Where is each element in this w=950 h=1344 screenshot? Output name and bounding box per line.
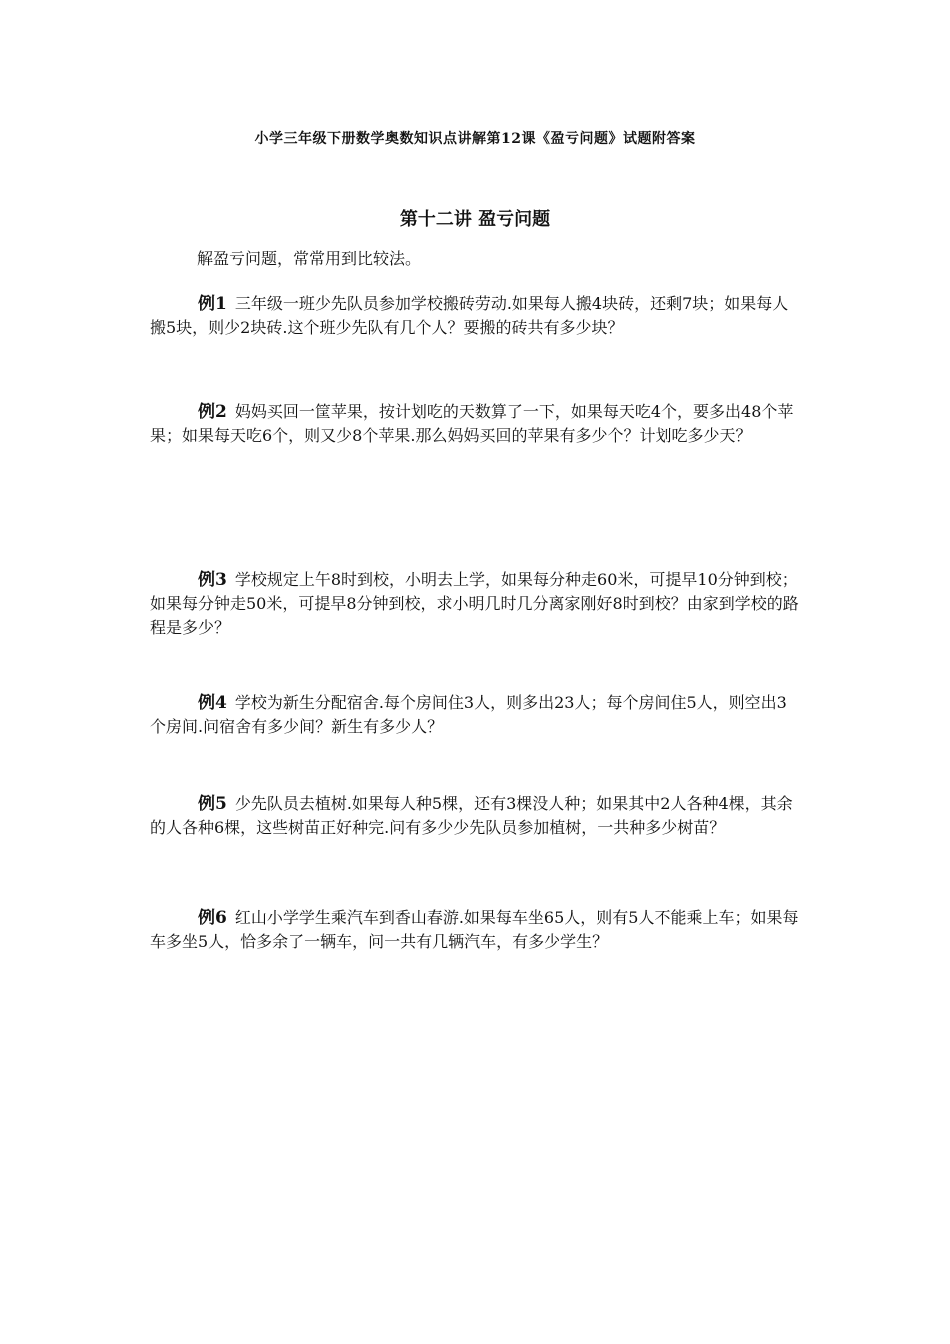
example-4: [150, 691, 802, 739]
example-5-label: 例5: [198, 794, 227, 814]
example-5-text: 少先队员去植树.如果每人种5棵，还有3棵没人种；如果其中2人各种4棵，其余的人各种6棵，这些树苗正好种完.问有多少少先队员参加植树，一共种多少树苗？: [150, 794, 793, 837]
intro-paragraph: 解盈亏问题，常常用到比较法。: [197, 249, 422, 268]
example-2-text: 妈妈买回一筐苹果，按计划吃的天数算了一下，如果每天吃4个，要多出48个苹果；如果每天吃6个，则又少8个苹果.那么妈妈买回的苹果有多少个？计划吃多少天？: [150, 402, 794, 445]
example-1-text: 三年级一班少先队员参加学校搬砖劳动.如果每人搬4块砖，还剩7块；如果每人搬5块，则少2块砖.这个班少先队有几个人？要搬的砖共有多少块？: [150, 294, 789, 337]
example-4-text: 学校为新生分配宿舍.每个房间住3人，则多出23人；每个房间住5人，则空出3个房间.问宿舍有多少间？新生有多少人？: [150, 693, 787, 736]
example-6-label: 例6: [198, 908, 227, 928]
example-3-text: 学校规定上午8时到校，小明去上学，如果每分种走60米，可提早10分钟到校；如果每分钟走50米，可提早8分钟到校，求小明几时几分离家刚好8时到校？由家到学校的路程是多少？: [150, 570, 799, 637]
example-3-label: 例3: [198, 570, 227, 590]
example-2-label: 例2: [198, 402, 227, 422]
document-header: 小学三年级下册数学奥数知识点讲解第12课《盈亏问题》试题附答案: [254, 131, 696, 147]
example-1: [150, 292, 802, 340]
example-4-label: 例4: [198, 693, 227, 713]
example-6-text: 红山小学学生乘汽车到香山春游.如果每车坐65人，则有5人不能乘上车；如果每车多坐5人，恰多余了一辆车，问一共有几辆汽车，有多少学生？: [150, 908, 799, 951]
example-1-label: 例1: [198, 294, 227, 314]
lecture-title: 第十二讲 盈亏问题: [399, 209, 551, 230]
example-5: [150, 792, 802, 840]
example-3: [150, 568, 802, 640]
example-6: [150, 906, 802, 954]
example-2: [150, 400, 802, 448]
